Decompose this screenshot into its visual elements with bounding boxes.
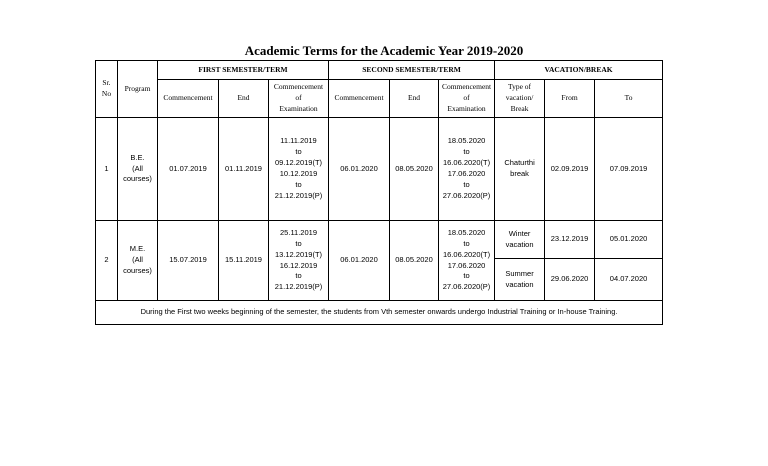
s1-exam-cell: 25.11.2019 to 13.12.2019(T) 16.12.2019 to 21.12.2019(P) <box>269 221 329 301</box>
header-s1-exam: Commencement of Examination <box>269 80 329 118</box>
table-row <box>96 221 663 259</box>
note-row <box>96 301 663 325</box>
header-s1-commencement: Commencement <box>158 80 219 118</box>
header-second-semester: SECOND SEMESTER/TERM <box>329 61 495 80</box>
s1-commencement-cell: 01.07.2019 <box>158 118 219 221</box>
header-s2-commencement: Commencement <box>329 80 390 118</box>
header-s2-end: End <box>390 80 439 118</box>
group-header-row <box>96 61 663 80</box>
header-vacation-from: From <box>545 80 595 118</box>
vacation-to-cell: 05.01.2020 <box>595 221 663 259</box>
s2-end-cell: 08.05.2020 <box>390 118 439 221</box>
page-title: Academic Terms for the Academic Year 2019-2020 <box>244 43 524 58</box>
vacation-to-cell: 07.09.2019 <box>595 118 663 221</box>
vacation-type-cell: Chaturthi break <box>495 118 545 221</box>
vacation-from-cell: 23.12.2019 <box>545 221 595 259</box>
s2-exam-cell: 18.05.2020 to 16.06.2020(T) 17.06.2020 to 27.06.2020(P) <box>439 221 495 301</box>
header-srno: Sr. No <box>96 61 118 118</box>
header-vacation: VACATION/BREAK <box>495 61 663 80</box>
s1-end-cell: 15.11.2019 <box>219 221 269 301</box>
s1-exam-cell: 11.11.2019 to 09.12.2019(T) 10.12.2019 to 21.12.2019(P) <box>269 118 329 221</box>
s1-commencement-cell: 15.07.2019 <box>158 221 219 301</box>
s2-exam-cell: 18.05.2020 to 16.06.2020(T) 17.06.2020 to 27.06.2020(P) <box>439 118 495 221</box>
vacation-from-cell: 29.06.2020 <box>545 259 595 301</box>
academic-terms-table <box>95 60 663 325</box>
srno-cell: 1 <box>96 118 118 221</box>
vacation-from-cell: 02.09.2019 <box>545 118 595 221</box>
vacation-to-cell: 04.07.2020 <box>595 259 663 301</box>
header-first-semester: FIRST SEMESTER/TERM <box>158 61 329 80</box>
s1-end-cell: 01.11.2019 <box>219 118 269 221</box>
s2-end-cell: 08.05.2020 <box>390 221 439 301</box>
vacation-type-cell: Summer vacation <box>495 259 545 301</box>
s2-commencement-cell: 06.01.2020 <box>329 221 390 301</box>
vacation-type-cell: Winter vacation <box>495 221 545 259</box>
training-note: During the First two weeks beginning of the semester, the students from Vth semester onwards undergo Industrial Training or In-house Training. <box>96 301 663 325</box>
table-row <box>96 118 663 221</box>
s2-commencement-cell: 06.01.2020 <box>329 118 390 221</box>
column-header-row <box>96 80 663 118</box>
header-s2-exam: Commencement of Examination <box>439 80 495 118</box>
srno-cell: 2 <box>96 221 118 301</box>
header-vacation-to: To <box>595 80 663 118</box>
header-vacation-type: Type of vacation/ Break <box>495 80 545 118</box>
header-program: Program <box>118 61 158 118</box>
header-s1-end: End <box>219 80 269 118</box>
program-cell: B.E. (All courses) <box>118 118 158 221</box>
program-cell: M.E. (All courses) <box>118 221 158 301</box>
